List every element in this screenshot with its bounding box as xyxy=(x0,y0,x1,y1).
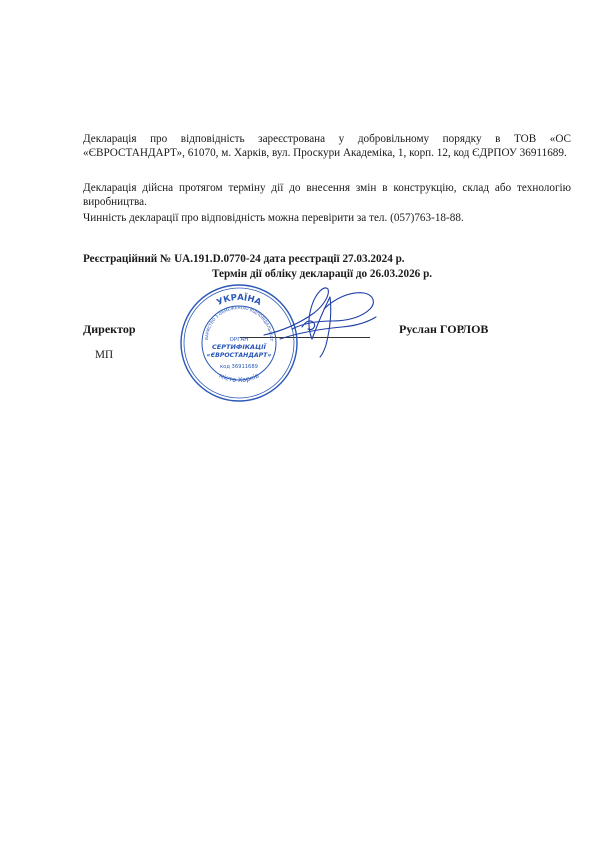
registration-number: Реєстраційний № UA.191.D.0770-24 дата реєстрації 27.03.2024 р. xyxy=(83,253,405,265)
stamp-code: код 36911689 xyxy=(220,364,258,370)
director-title: Директор xyxy=(83,322,136,336)
registration-term: Термін дії обліку декларації до 26.03.2026 р. xyxy=(212,268,433,280)
registration-paragraph: Декларація про відповідність зареєстрована у добровільному порядку в ТОВ «ОС «ЄВРОСТАНДАРТ», 61070, м. Харків, вул. Проскури Академіка, 1, корп. 12, код ЄДРПОУ 36911689. xyxy=(83,133,571,160)
stamp-top-text: УКРАЇНА xyxy=(215,292,263,308)
director-name: Руслан ГОРЛОВ xyxy=(399,322,489,336)
stamp-certification: СЕРТИФІКАЦІЇ xyxy=(212,343,266,351)
stamp-organ: ОРГАН xyxy=(229,337,249,343)
stamp-bottom-text: місто Харків xyxy=(217,371,261,385)
verification-paragraph: Чинність декларації про відповідність можна перевірити за тел. (057)763-18-88. xyxy=(83,212,464,224)
seal-place-label: МП xyxy=(95,349,114,361)
validity-paragraph: Декларація дійсна протягом терміну дії до внесення змін в конструкцію, склад або технологію виробництва. xyxy=(83,182,571,209)
stamp-inner-arc-text: ВАРИСТВО З ОБМЕЖЕНОЮ ВІДПОВІДАЛЬНІСТ xyxy=(203,304,275,342)
stamp-company-name: «ЄВРОСТАНДАРТ» xyxy=(206,352,272,359)
director-signature xyxy=(262,283,382,359)
